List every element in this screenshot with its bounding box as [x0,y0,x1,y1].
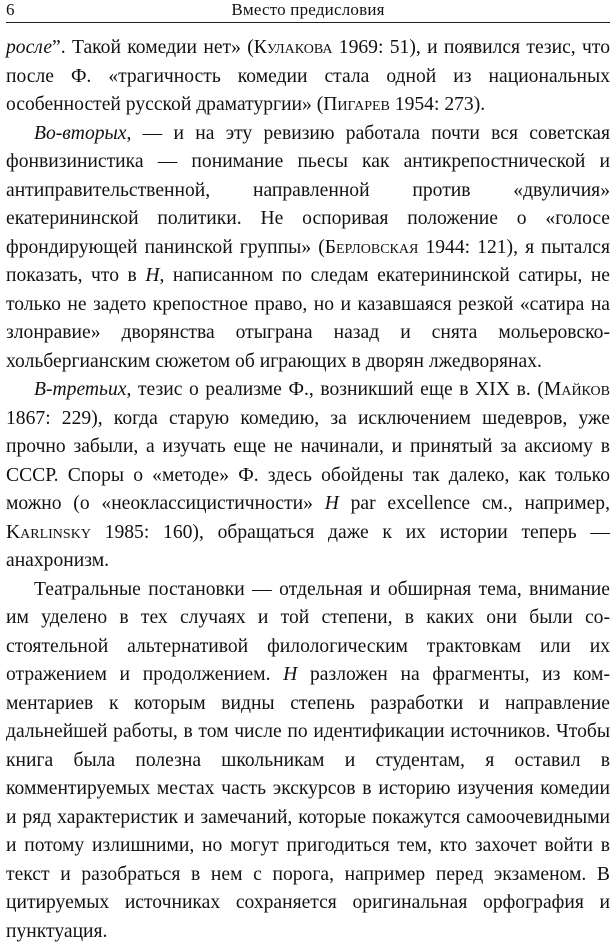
running-title: Вместо предисловия [6,0,610,20]
text-run: ”. Такой комедии нет» ( [52,37,254,58]
page-number: 6 [6,0,15,20]
text-run: , тезис о реализме Ф., возникший еще в XIX в. ( [126,379,543,400]
text-run: В-третьих [34,379,126,400]
text-run: , написанном по следам екатерининской сатиры, не только не задето крепостное право, но и казавшаяся резкой «сатира на злонравие» дворянства отыграна назад и снята мольеровско-хольбергианским сюжетом об играющих в дворян лжедворянах. [6,265,610,372]
text-run: Н [325,493,339,514]
text-run: Театральные постановки — отдельная и обширная тема, внимание им уделено в тех случаях и той степени, в каких они были состоятельной альтернативой филологическим трактовкам или их отражением и продолжением. [6,579,610,686]
text-run: 1985: 160), обращаться даже к их истории теперь — анахронизм. [6,522,610,572]
text-run: Н [145,265,159,286]
text-run: Karlinsky [6,522,91,543]
text-run: Пигарев [323,94,390,115]
text-run: 1867: 229), когда старую комедию, за исключением шедевров, уже прочно забыли, а изучать еще не начинали, и принятый за аксиому в СССР. Споры о «методе» Ф. здесь обойдены так далеко, как только можно (о «неоклассицистичности» [6,408,610,515]
running-header [6,0,610,23]
text-run: 1954: 273). [390,94,485,115]
text-run: 1969: 51), и появился тезис, что после Ф. «трагичность комедии стала одной из национальных особенностей русской драматургии» ( [6,37,610,115]
paragraph-3 [6,376,610,576]
text-run: Н [283,664,297,685]
body-text [6,34,610,946]
paragraph-4 [6,576,610,946]
text-run: Во-вторых [34,123,127,144]
text-run: Берловская [325,237,419,258]
paragraph-2 [6,120,610,377]
paragraph-1 [6,34,610,120]
text-run: 1944: 121), я пытался показать, что в [6,237,610,287]
text-run: росле [6,37,52,58]
text-run: Майков [544,379,610,400]
text-run: par excellence см., например, [339,493,610,514]
text-run: разложен на фрагменты, из комментариев к которым видны степень разработки и направление дальнейшей работы, в том числе по идентификации источников. Чтобы книга была полезна школьникам и студентам, я оставил в комментируемых местах часть экскурсов в историю изучения комедии и ряд характеристик и замечаний, которые покажутся самоочевидными и потому излишними, но могут пригодиться тем, кто захочет войти в текст и разобраться в нем с порога, например перед экзаменом. В цитируемых источниках сохраняется оригинальная орфография и пунктуация. [6,664,610,942]
text-run: , — и на эту ревизию работала почти вся советская фонвизинистика — понимание пьесы как антикрепостнической и антиправительственной, направленной против «двуличия» екатерининской политики. Не оспоривая положение о «голосе фрондирующей панинской группы» ( [6,123,610,258]
text-run: Кулакова [254,37,333,58]
